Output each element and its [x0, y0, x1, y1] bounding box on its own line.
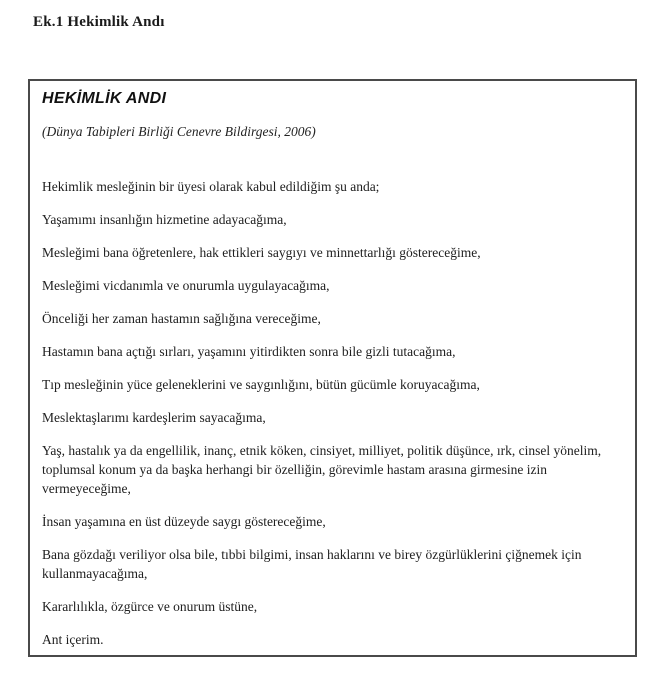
- oath-paragraph: Yaşamımı insanlığın hizmetine adayacağıma,: [42, 212, 287, 227]
- oath-paragraphs: [42, 177, 623, 649]
- oath-paragraph: Ant içerim.: [42, 632, 104, 647]
- oath-paragraph: Kararlılıkla, özgürce ve onurum üstüne,: [42, 599, 258, 614]
- page-heading: Ek.1 Hekimlik Andı: [33, 14, 165, 30]
- oath-paragraph: Meslektaşlarımı kardeşlerim sayacağıma,: [42, 410, 266, 425]
- oath-paragraph: Hekimlik mesleğinin bir üyesi olarak kabul edildiğim şu anda;: [42, 179, 380, 194]
- oath-paragraph: Yaş, hastalık ya da engellilik, inanç, etnik köken, cinsiyet, milliyet, politik düşünce, ırk, cinsel yönelim, toplumsal konum ya da başka herhangi bir özelliğin, görevimle hastam arasına girmesine izin vermeyeceğime,: [42, 443, 602, 496]
- oath-paragraph: Tıp mesleğinin yüce geleneklerini ve saygınlığını, bütün gücümle koruyacağıma,: [42, 377, 480, 392]
- oath-box: [28, 79, 637, 657]
- oath-paragraph: Hastamın bana açtığı sırları, yaşamını yitirdikten sonra bile gizli tutacağıma,: [42, 344, 456, 359]
- oath-paragraph: Mesleğimi bana öğretenlere, hak ettikleri saygıyı ve minnettarlığı göstereceğime,: [42, 245, 481, 260]
- oath-subtitle: (Dünya Tabipleri Birliği Cenevre Bildirgesi, 2006): [42, 124, 316, 139]
- oath-paragraph: İnsan yaşamına en üst düzeyde saygı göstereceğime,: [42, 514, 326, 529]
- oath-paragraph: Mesleğimi vicdanımla ve onurumla uygulayacağıma,: [42, 278, 330, 293]
- oath-paragraph: Önceliği her zaman hastamın sağlığına vereceğime,: [42, 311, 321, 326]
- oath-title: HEKİMLİK ANDI: [42, 90, 167, 107]
- oath-paragraph: Bana gözdağı veriliyor olsa bile, tıbbi bilgimi, insan haklarını ve birey özgürlüklerini çiğnemek için kullanmayacağıma,: [42, 547, 582, 581]
